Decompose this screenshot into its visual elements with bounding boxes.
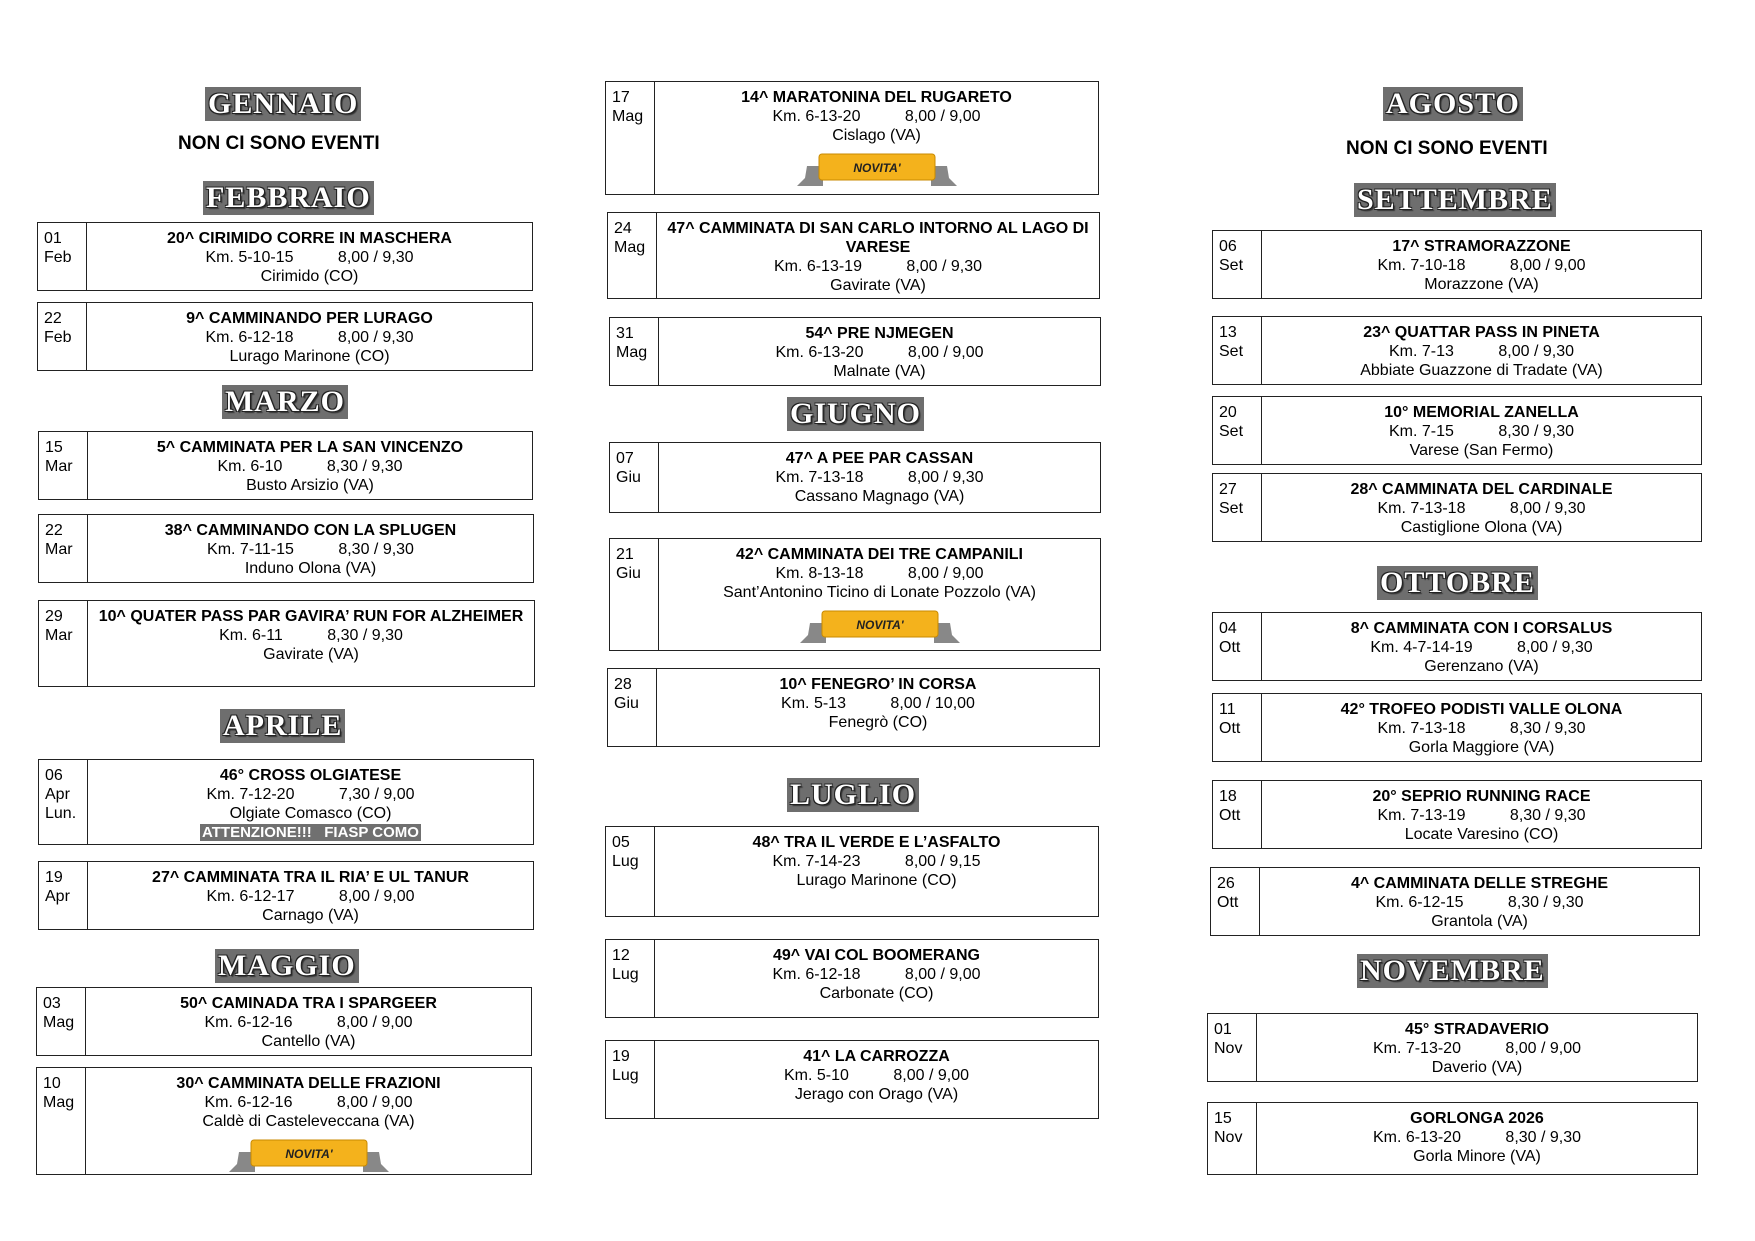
event-title: 49^ VAI COL BOOMERANG (773, 947, 980, 964)
event-card (1210, 867, 1700, 936)
month-heading-giugno: GIUGNO (787, 397, 924, 431)
event-card (36, 1067, 532, 1175)
event-date: 18 Ott (1213, 781, 1262, 848)
event-date: 12 Lug (606, 940, 655, 1017)
event-distances-times: Km. 5-10 8,00 / 9,00 (784, 1067, 969, 1084)
event-place: Grantola (VA) (1431, 913, 1528, 930)
event-title: 5^ CAMMINATA PER LA SAN VINCENZO (156, 439, 464, 456)
event-place: Castiglione Olona (VA) (1400, 519, 1563, 536)
event-distances-times: Km. 7-13-18 8,00 / 9,30 (1377, 500, 1586, 517)
event-distances-times: Km. 4-7-14-19 8,00 / 9,30 (1370, 639, 1593, 656)
event-card (38, 861, 534, 930)
event-card (38, 514, 534, 583)
event-card (607, 212, 1100, 299)
svg-text:NOVITA': NOVITA' (855, 618, 904, 632)
event-title: 47^ A PEE PAR CASSAN (785, 450, 974, 467)
event-title: 20° SEPRIO RUNNING RACE (1372, 788, 1591, 805)
event-place: Morazzone (VA) (1424, 276, 1539, 293)
novita-ribbon-icon (797, 150, 957, 188)
event-date: 21 Giu (610, 539, 659, 650)
event-date: 20 Set (1213, 397, 1262, 464)
event-distances-times: Km. 6-11 8,30 / 9,30 (219, 627, 403, 644)
event-title: 10^ FENEGRO’ IN CORSA (779, 676, 977, 693)
event-card (1212, 230, 1702, 299)
event-card (1212, 473, 1702, 542)
event-card (36, 987, 532, 1056)
month-heading-agosto: AGOSTO (1383, 87, 1523, 121)
event-title: 17^ STRAMORAZZONE (1392, 238, 1571, 255)
event-title: 28^ CAMMINATA DEL CARDINALE (1350, 481, 1613, 498)
event-place: Cislago (VA) (832, 127, 921, 144)
event-distances-times: Km. 7-13-20 8,00 / 9,00 (1372, 1040, 1582, 1057)
event-place: Busto Arsizio (VA) (246, 477, 374, 494)
event-title: 42^ CAMMINATA DEI TRE CAMPANILI (736, 546, 1023, 563)
event-title: 50^ CAMINADA TRA I SPARGEER (180, 995, 437, 1012)
event-card (38, 431, 533, 500)
event-distances-times: Km. 7-13-18 8,00 / 9,30 (775, 469, 984, 486)
event-date: 01 Feb (38, 223, 87, 290)
event-place: Lurago Marinone (CO) (796, 872, 957, 889)
event-place: Gorla Minore (VA) (1413, 1148, 1541, 1165)
event-date: 05 Lug (606, 827, 655, 916)
event-distances-times: Km. 6-12-15 8,30 / 9,30 (1375, 894, 1584, 911)
month-heading-novembre: NOVEMBRE (1357, 954, 1548, 988)
event-place: Gorla Maggiore (VA) (1408, 739, 1555, 756)
month-heading-aprile: APRILE (220, 709, 345, 743)
event-distances-times: Km. 7-14-23 8,00 / 9,15 (772, 853, 981, 870)
event-place: Malnate (VA) (833, 363, 926, 380)
event-place: Gavirate (VA) (830, 277, 926, 294)
event-date: 28 Giu (608, 669, 657, 746)
event-distances-times: Km. 6-10 8,30 / 9,30 (217, 458, 403, 475)
no-events-agosto: NON CI SONO EVENTI (1346, 138, 1548, 159)
month-heading-maggio: MAGGIO (215, 949, 359, 983)
event-title: 41^ LA CARROZZA (803, 1048, 950, 1065)
event-date: 26 Ott (1211, 868, 1260, 935)
event-distances-times: Km. 6-12-16 8,00 / 9,00 (204, 1094, 413, 1111)
event-distances-times: Km. 6-13-20 8,30 / 9,30 (1372, 1129, 1582, 1146)
event-date: 31 Mag (610, 318, 659, 385)
no-events-gennaio: NON CI SONO EVENTI (178, 133, 380, 154)
event-title: 47^ CAMMINATA DI SAN CARLO INTORNO AL LAGO DI VARESE (667, 220, 1089, 256)
event-date: 03 Mag (37, 988, 86, 1055)
event-distances-times: Km. 7-10-18 8,00 / 9,00 (1377, 257, 1586, 274)
event-distances-times: Km. 7-15 8,30 / 9,30 (1389, 423, 1574, 440)
event-place: Daverio (VA) (1431, 1059, 1523, 1076)
event-place: Jerago con Orago (VA) (794, 1086, 959, 1103)
event-place: Locate Varesino (CO) (1404, 826, 1559, 843)
event-date: 01 Nov (1208, 1014, 1257, 1081)
event-title: 27^ CAMMINATA TRA IL RIA’ E UL TANUR (152, 869, 469, 886)
event-place: Caldè di Casteleveccana (VA) (202, 1113, 415, 1130)
month-heading-febbraio: FEBBRAIO (203, 181, 374, 215)
event-date: 11 Ott (1213, 694, 1262, 761)
event-distances-times: Km. 6-12-17 8,00 / 9,00 (206, 888, 415, 905)
event-card (605, 81, 1099, 195)
event-title: 8^ CAMMINATA CON I CORSALUS (1350, 620, 1613, 637)
event-card (609, 538, 1101, 651)
event-title: 42° TROFEO PODISTI VALLE OLONA (1340, 701, 1623, 718)
event-date: 13 Set (1213, 317, 1262, 384)
event-date: 06 Apr Lun. (39, 760, 88, 844)
event-date: 24 Mag (608, 213, 657, 298)
event-card (1212, 780, 1702, 849)
event-card (605, 939, 1099, 1018)
event-distances-times: Km. 7-13 8,00 / 9,30 (1389, 343, 1574, 360)
event-distances-times: Km. 5-10-15 8,00 / 9,30 (205, 249, 414, 266)
event-distances-times: Km. 5-13 8,00 / 10,00 (781, 695, 975, 712)
event-place: Gavirate (VA) (263, 646, 359, 663)
event-date: 06 Set (1213, 231, 1262, 298)
event-distances-times: Km. 7-13-19 8,30 / 9,30 (1377, 807, 1586, 824)
novita-ribbon-icon (229, 1136, 389, 1174)
event-title: 54^ PRE NJMEGEN (805, 325, 954, 342)
event-card (1212, 316, 1702, 385)
event-card (1212, 693, 1702, 762)
event-card (607, 668, 1100, 747)
event-card (609, 442, 1101, 513)
event-place: Sant’Antonino Ticino di Lonate Pozzolo (VA) (723, 584, 1036, 601)
event-card (38, 600, 535, 687)
event-card (37, 302, 533, 371)
event-date: 22 Feb (38, 303, 87, 370)
event-place: Varese (San Fermo) (1409, 442, 1554, 459)
event-title: 48^ TRA IL VERDE E L’ASFALTO (752, 834, 1001, 851)
month-heading-marzo: MARZO (222, 385, 348, 419)
event-distances-times: Km. 6-13-20 8,00 / 9,00 (772, 108, 981, 125)
event-title: 38^ CAMMINANDO CON LA SPLUGEN (164, 522, 457, 539)
event-card (37, 222, 533, 291)
event-title: 20^ CIRIMIDO CORRE IN MASCHERA (167, 230, 452, 247)
event-card (1207, 1102, 1698, 1175)
event-distances-times: Km. 6-12-18 8,00 / 9,30 (205, 329, 414, 346)
event-date: 27 Set (1213, 474, 1262, 541)
event-place: Cassano Magnago (VA) (794, 488, 965, 505)
month-heading-gennaio: GENNAIO (205, 87, 361, 121)
event-distances-times: Km. 8-13-18 8,00 / 9,00 (775, 565, 984, 582)
event-place: Fenegrò (CO) (828, 714, 928, 731)
event-card (1207, 1013, 1698, 1082)
event-distances-times: Km. 6-12-16 8,00 / 9,00 (204, 1014, 413, 1031)
warning-banner: ATTENZIONE!!! FIASP COMO (202, 824, 419, 841)
event-date: 15 Mar (39, 432, 88, 499)
event-place: Lurago Marinone (CO) (229, 348, 390, 365)
event-date: 22 Mar (39, 515, 88, 582)
event-place: Carbonate (CO) (819, 985, 934, 1002)
event-distances-times: Km. 6-13-19 8,00 / 9,30 (773, 258, 983, 275)
event-date: 19 Apr (39, 862, 88, 929)
event-distances-times: Km. 7-11-15 8,30 / 9,30 (207, 541, 414, 558)
event-title: 4^ CAMMINATA DELLE STREGHE (1350, 875, 1609, 892)
event-title: 10^ QUATER PASS PAR GAVIRA’ RUN FOR ALZHEIMER (98, 608, 524, 625)
event-card (1212, 612, 1702, 681)
event-place: Cantello (VA) (261, 1033, 356, 1050)
event-place: Olgiate Comasco (CO) (229, 805, 392, 822)
event-distances-times: Km. 6-13-20 8,00 / 9,00 (775, 344, 984, 361)
event-date: 17 Mag (606, 82, 655, 194)
event-date: 04 Ott (1213, 613, 1262, 680)
event-distances-times: Km. 7-12-20 7,30 / 9,00 (206, 786, 415, 803)
event-distances-times: Km. 6-12-18 8,00 / 9,00 (772, 966, 981, 983)
event-date: 15 Nov (1208, 1103, 1257, 1174)
novita-ribbon-icon (800, 607, 960, 645)
event-date: 19 Lug (606, 1041, 655, 1118)
event-place: Carnago (VA) (262, 907, 359, 924)
event-place: Cirimido (CO) (260, 268, 359, 285)
month-heading-settembre: SETTEMBRE (1354, 183, 1556, 217)
event-title: 30^ CAMMINATA DELLE FRAZIONI (176, 1075, 441, 1092)
event-distances-times: Km. 7-13-18 8,30 / 9,30 (1377, 720, 1586, 737)
event-card (605, 1040, 1099, 1119)
event-place: Abbiate Guazzone di Tradate (VA) (1360, 362, 1603, 379)
event-date: 29 Mar (39, 601, 88, 686)
event-title: 46° CROSS OLGIATESE (219, 767, 402, 784)
event-title: 45° STRADAVERIO (1405, 1021, 1549, 1038)
event-title: 23^ QUATTAR PASS IN PINETA (1363, 324, 1600, 341)
event-title: GORLONGA 2026 (1410, 1110, 1544, 1127)
event-card (609, 317, 1101, 386)
event-place: Induno Olona (VA) (244, 560, 377, 577)
event-card (1212, 396, 1702, 465)
event-title: 9^ CAMMINANDO PER LURAGO (186, 310, 433, 327)
month-heading-luglio: LUGLIO (787, 778, 919, 812)
svg-text:NOVITA': NOVITA' (284, 1147, 333, 1161)
event-title: 14^ MARATONINA DEL RUGARETO (741, 89, 1012, 106)
event-card (605, 826, 1099, 917)
month-heading-ottobre: OTTOBRE (1377, 566, 1538, 600)
svg-text:NOVITA': NOVITA' (852, 161, 901, 175)
event-date: 07 Giu (610, 443, 659, 512)
event-title: 10° MEMORIAL ZANELLA (1384, 404, 1579, 421)
event-place: Gerenzano (VA) (1424, 658, 1539, 675)
event-card (38, 759, 534, 845)
event-date: 10 Mag (37, 1068, 86, 1174)
